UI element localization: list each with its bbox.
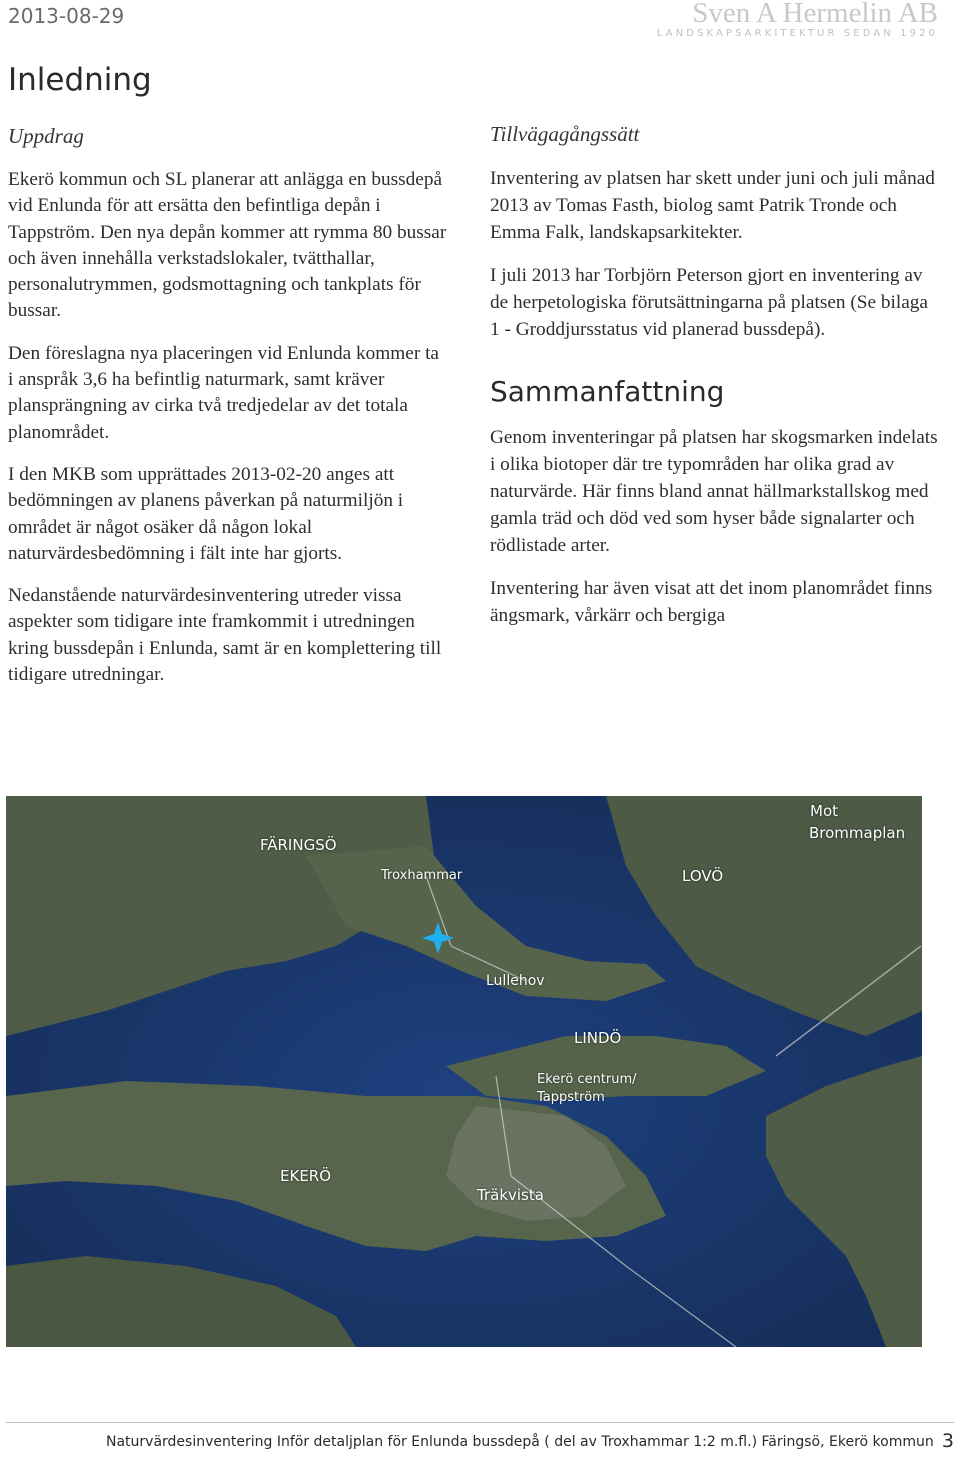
body-paragraph: Nedanstående naturvärdesinventering utreder vissa aspekter som tidigare inte framkommit i utredningen kring bussdepån i Enlunda, samt är en komplettering till tidigare utredningar. (8, 585, 442, 686)
summary-heading: Sammanfattning (490, 375, 725, 408)
firm-logo (657, 0, 938, 39)
map-label-lindo: LINDÖ (574, 1029, 622, 1047)
footer-text: Naturvärdesinventering Inför detaljplan för Enlunda bussdepå ( del av Troxhammar 1:2 m.fl.) Färingsö, Ekerö kommun (106, 1434, 934, 1450)
map-label-trakvista: Träkvista (477, 1186, 544, 1204)
uppdrag-heading: Uppdrag (8, 124, 84, 148)
body-paragraph: Genom inventeringar på platsen har skogsmarken indelats i olika biotoper där tre typområden har olika grad av naturvärde. Här finns bland annat hällmarkstallskog med gamla träd och död ved som hyser både signalarter och rödlistade arter. (490, 427, 938, 556)
page-number: 3 (941, 1430, 954, 1452)
aerial-map (6, 796, 922, 1347)
body-paragraph: Inventering har även visat att det inom planområdet finns ängsmark, vårkärr och bergiga (490, 578, 933, 626)
map-label-ekero-centrum: Ekerö centrum/ (537, 1072, 637, 1087)
map-label-tappstrom: Tappström (537, 1090, 605, 1105)
body-paragraph: Ekerö kommun och SL planerar att anlägga en bussdepå vid Enlunda för att ersätta den befintliga depån i Tappström. Den nya depån kommer att rymma 80 bussar och även innehålla verkstadslokaler, tvätthallar, personalutrymmen, godsmottagning och tankplats för bussar. (8, 169, 447, 322)
map-label-brommaplan: Brommaplan (809, 824, 906, 842)
body-paragraph: Den föreslagna nya placeringen vid Enlunda kommer ta i anspråk 3,6 ha befintlig naturmark, samt kräver plansprängning av cirka två tredjedelar av det totala planområdet. (8, 342, 439, 443)
page-title: Inledning (8, 62, 152, 98)
body-paragraph: I den MKB som upprättades 2013-02-20 anges att bedömningen av planens påverkan på naturmiljön i området är något osäker då någon lokal naturvärdesbedömning i fält inte har gjorts. (8, 463, 404, 564)
firm-name: Sven A Hermelin AB (692, 0, 938, 29)
document-date: 2013-08-29 (8, 4, 125, 28)
map-label-mot: Mot (810, 802, 839, 820)
body-paragraph: Inventering av platsen har skett under juni och juli månad 2013 av Tomas Fasth, biolog samt Patrik Tronde och Emma Falk, landskapsarkitekter. (490, 168, 935, 243)
map-label-troxhammar: Troxhammar (381, 868, 463, 883)
left-column (8, 124, 448, 704)
firm-tagline: LANDSKAPSARKITEKTUR SEDAN 1920 (656, 28, 938, 39)
map-label-ekero: EKERÖ (280, 1167, 332, 1185)
method-heading: Tillvägagångssätt (490, 122, 640, 146)
footer-divider (6, 1422, 954, 1423)
map-label-lovo: LOVÖ (682, 867, 724, 885)
map-graphic (6, 796, 922, 1347)
right-column (490, 122, 940, 645)
map-label-faringso: FÄRINGSÖ (260, 836, 337, 854)
map-label-lullehov: Lullehov (486, 973, 545, 989)
body-paragraph: I juli 2013 har Torbjörn Peterson gjort en inventering av de herpetologiska förutsättningarna på platsen (Se bilaga 1 - Groddjursstatus vid planerad bussdepå). (490, 265, 928, 340)
